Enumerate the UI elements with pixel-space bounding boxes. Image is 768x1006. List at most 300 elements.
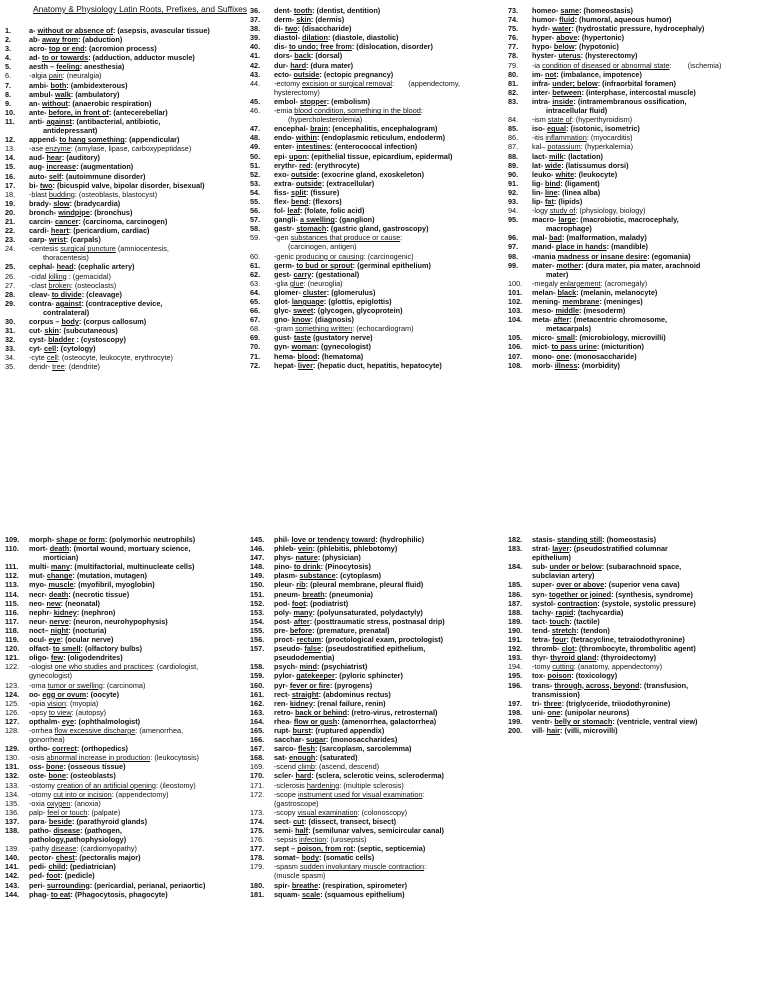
root-meaning: breathe [291, 880, 319, 890]
glossary-entry [508, 242, 764, 251]
entry-number: 14. [5, 153, 16, 163]
root-meaning: leaf [287, 206, 300, 216]
root-prefix: -mania [532, 251, 558, 261]
entry-number: 181. [250, 889, 265, 899]
root-meaning: surgical puncture [60, 244, 116, 254]
root-prefix: rupt- [274, 725, 293, 735]
root-meaning: through, across, beyond [554, 680, 640, 690]
entry-text [29, 153, 255, 162]
entry-text [29, 181, 255, 190]
root-meaning: hardening [306, 780, 340, 790]
entry-number: 160. [250, 680, 265, 690]
entry-text [29, 644, 255, 653]
root-prefix: pleur- [274, 580, 297, 590]
entry-text [274, 24, 500, 33]
example-terms: : (physiology, biology) [575, 206, 646, 216]
glossary-entry [5, 172, 255, 181]
example-terms: : (somatic cells) [319, 853, 375, 863]
root-prefix: -ologist [29, 662, 55, 672]
entry-text [274, 781, 508, 790]
root-meaning: language [291, 297, 324, 306]
root-prefix: strat- [532, 544, 553, 554]
root-meaning: state of [547, 115, 572, 125]
example-terms: : (homeostasis) [579, 6, 633, 15]
root-meaning: cluster [302, 287, 327, 297]
entry-text [532, 24, 764, 33]
example-terms: : [424, 862, 427, 872]
root-meaning: egg or ovum [42, 689, 87, 699]
entry-number: 138. [5, 826, 20, 835]
glossary-entry [250, 744, 508, 753]
root-meaning: rib [296, 580, 306, 590]
root-prefix: -emia [274, 106, 295, 116]
example-terms: : (thrombocyte, thrombolitic agent) [574, 644, 696, 654]
glossary-entry [508, 690, 764, 699]
entry-text [274, 562, 508, 571]
entry-text [29, 299, 255, 308]
example-terms: : (dura mater) [306, 60, 354, 70]
root-prefix: -glia [274, 278, 290, 288]
root-prefix: necr- [29, 589, 49, 599]
entry-text [29, 162, 255, 171]
entry-text [274, 224, 500, 233]
entry-number: 74. [508, 15, 519, 25]
example-terms: : (subarachnoid space, [601, 562, 682, 572]
root-meaning: carry [293, 269, 312, 279]
root-prefix: ante- [29, 107, 49, 117]
example-terms: : (pyloric sphincter) [334, 671, 403, 681]
entry-text [274, 306, 500, 315]
root-meaning: chest [55, 853, 75, 863]
entry-text [274, 644, 508, 653]
entry-text [29, 235, 255, 244]
glossary-entry [250, 817, 508, 826]
entry-text [29, 699, 255, 708]
entry-number: 187. [508, 598, 523, 608]
entry-number: 124. [5, 689, 20, 699]
entry-number: 165. [250, 725, 265, 735]
entry-text [274, 553, 508, 562]
root-prefix: append- [29, 135, 60, 145]
entry-text [274, 799, 508, 808]
glossary-entry [250, 270, 500, 279]
root-meaning: flow or gush [293, 716, 338, 726]
example-terms: : (villi, microvilli) [560, 725, 618, 735]
glossary-entry [250, 681, 508, 690]
glossary-entry [508, 361, 764, 370]
entry-text [274, 544, 508, 553]
entry-text [29, 690, 255, 699]
entry-number: 78. [508, 51, 519, 61]
example-terms: : (linea alba) [557, 187, 601, 197]
example-terms: : (leukocytosis) [150, 753, 199, 763]
example-terms: : (dentist, dentition) [312, 6, 381, 15]
root-meaning: sweet [293, 306, 314, 316]
entry-text [29, 553, 255, 562]
root-prefix: mater- [532, 260, 557, 270]
glossary-entry [5, 135, 255, 144]
entry-number: 60. [250, 251, 261, 261]
example-terms: : [420, 106, 423, 116]
glossary-entry [508, 653, 764, 662]
glossary-entry [508, 279, 764, 288]
example-terms: mortician) [43, 553, 79, 563]
entry-number: 131. [5, 762, 20, 772]
entry-text [29, 172, 255, 181]
entry-text [532, 242, 764, 251]
root-prefix: scler- [274, 771, 296, 781]
entry-text [532, 662, 764, 671]
entry-number: 157. [250, 644, 265, 654]
root-prefix: oo- [29, 689, 43, 699]
root-meaning: killing [48, 271, 67, 281]
glossary-entry [250, 24, 500, 33]
example-terms: pseudodementia) [274, 653, 335, 663]
root-meaning: touch [549, 616, 570, 626]
root-meaning: without or absence of [37, 26, 113, 35]
root-prefix: dent- [274, 6, 294, 15]
example-terms: : (myocarditis) [586, 133, 633, 143]
example-terms: : (neonatal) [60, 598, 100, 608]
example-terms: epithelium) [532, 553, 571, 563]
entry-text [29, 344, 255, 353]
entry-number: 151. [250, 589, 265, 599]
example-terms: : (bicuspid valve, bipolar disorder, bisexual) [52, 180, 205, 190]
entry-text [532, 571, 764, 580]
entry-text [29, 71, 255, 80]
entry-number: 70. [250, 342, 261, 352]
root-prefix: pre- [274, 625, 290, 635]
glossary-entry [508, 535, 764, 544]
root-prefix: multi- [29, 562, 51, 572]
entry-number: 85. [508, 124, 519, 134]
entry-number: 180. [250, 880, 265, 890]
root-prefix: diastol- [274, 33, 302, 43]
glossary-entry [508, 179, 764, 188]
example-terms: : (pectoralis major) [74, 853, 141, 863]
root-meaning: substances that produce or cause [290, 233, 401, 243]
glossary-entry [250, 61, 500, 70]
glossary-entry [250, 115, 500, 124]
root-prefix: brady- [29, 198, 54, 208]
entry-number: 16. [5, 171, 16, 181]
entry-text [532, 717, 764, 726]
example-terms: : (erythrocyte) [310, 160, 360, 170]
entry-text [532, 288, 764, 297]
root-prefix: pector- [29, 853, 56, 863]
entry-text [274, 617, 508, 626]
root-prefix: para- [29, 816, 49, 826]
root-meaning: over or above [556, 580, 605, 590]
root-meaning: not [544, 69, 557, 79]
root-prefix: tact- [532, 616, 550, 626]
root-prefix: opthalm- [29, 716, 62, 726]
root-prefix: ocul- [29, 635, 49, 645]
entry-number [250, 799, 274, 808]
example-terms: : (hysterectomy) [580, 51, 638, 61]
entry-text [274, 352, 500, 361]
glossary-entry [508, 224, 764, 233]
root-prefix: cyst- [29, 335, 49, 345]
root-prefix: hepat- [274, 360, 298, 370]
glossary-entry [5, 871, 255, 880]
entry-number: 155. [250, 625, 265, 635]
glossary-entry [250, 179, 500, 188]
example-terms: : (ganglion) [334, 215, 375, 225]
example-terms: : (superior vena cava) [604, 580, 680, 590]
entry-number: 133. [5, 780, 20, 790]
entry-text [29, 62, 255, 71]
root-meaning: sugar [306, 735, 326, 745]
root-prefix: anti- [29, 116, 47, 126]
entry-text [274, 15, 500, 24]
glossary-entry [250, 653, 508, 662]
glossary-entry [5, 244, 255, 253]
root-prefix: tachy- [532, 607, 556, 617]
root-meaning: hard [290, 60, 307, 70]
example-terms: : (nocturia) [68, 625, 107, 635]
root-prefix: phil- [274, 535, 292, 544]
entry-number: 66. [250, 306, 261, 316]
example-terms: : (autoimmune disorder) [61, 171, 146, 181]
entry-number: 98. [508, 251, 519, 261]
root-meaning: potassium [547, 142, 581, 152]
root-meaning: many [50, 562, 70, 572]
example-terms: : (anatomy, appendectomy) [573, 662, 663, 672]
root-prefix: enter- [274, 142, 297, 152]
example-terms: : (ectopic pregnancy) [319, 69, 394, 79]
root-meaning: flesh [297, 744, 315, 754]
glossary-entry [5, 144, 255, 153]
root-prefix: carp- [29, 235, 49, 245]
glossary-entry [250, 233, 500, 242]
root-meaning: feel or touch [47, 807, 88, 817]
entry-number: 17. [5, 180, 16, 190]
example-terms: contralateral) [43, 307, 90, 317]
example-terms: : (squamous epithelium) [320, 889, 405, 899]
example-terms: : (mandible) [606, 242, 648, 252]
root-prefix: rect- [274, 689, 292, 699]
glossary-entry [508, 133, 764, 142]
entry-number: 41. [250, 51, 261, 61]
glossary-entry [508, 106, 764, 115]
example-terms: : (carcinoma) [102, 680, 146, 690]
root-meaning: budding [48, 189, 75, 199]
root-meaning: skin [44, 326, 60, 336]
example-terms: antidepressant) [43, 126, 98, 136]
entry-number: 67. [250, 315, 261, 325]
glossary-entry [250, 279, 500, 288]
example-terms: : (dendrite) [64, 362, 100, 372]
root-meaning: taste [293, 333, 311, 343]
entry-number: 29. [5, 298, 16, 308]
example-terms: : (cystoscopy) [74, 335, 126, 345]
entry-text [532, 671, 764, 680]
entry-number: 108. [508, 360, 523, 370]
glossary-entry [508, 306, 764, 315]
example-terms: : (posttraumatic stress, postnasal drip) [309, 616, 445, 626]
entry-number: 189. [508, 616, 523, 626]
example-terms: : [422, 789, 425, 799]
entry-number: 136. [5, 807, 20, 817]
root-meaning: to view [48, 707, 72, 717]
entry-text [532, 179, 764, 188]
root-meaning: surrounding [46, 880, 90, 890]
glossary-entry [250, 790, 508, 799]
entry-text [29, 799, 255, 808]
root-meaning: to eat [50, 889, 71, 899]
root-prefix: plasm- [274, 571, 300, 581]
root-prefix: -oxia [29, 798, 47, 808]
entry-number: 97. [508, 242, 519, 252]
entry-number: 127. [5, 716, 20, 726]
glossary-entry [508, 662, 764, 671]
glossary-entry [5, 681, 255, 690]
example-terms: transmission) [532, 689, 580, 699]
entry-text [274, 97, 500, 106]
entry-number: 164. [250, 716, 265, 726]
entry-text [29, 117, 255, 126]
root-meaning: condition of diseased or abnormal state [542, 60, 670, 70]
entry-number: 117. [5, 616, 19, 626]
root-prefix: gastr- [274, 224, 297, 234]
glossary-entry [508, 15, 764, 24]
entry-number: 140. [5, 853, 20, 863]
entry-text [532, 708, 764, 717]
root-meaning: bind [544, 178, 561, 188]
example-terms: : (gestational) [311, 269, 360, 279]
entry-number: 84. [508, 115, 519, 125]
glossary-entry [250, 781, 508, 790]
glossary-entry [250, 133, 500, 142]
entry-text [29, 671, 255, 680]
root-meaning: body [301, 853, 320, 863]
root-meaning: enough [289, 753, 316, 763]
entry-number: 28. [5, 289, 16, 299]
entry-number: 132. [5, 771, 20, 781]
example-terms: : (neuron, neurohypophysis) [68, 616, 168, 626]
root-prefix: gust- [274, 333, 294, 343]
entry-text [274, 535, 508, 544]
entry-number: 197. [508, 698, 523, 708]
entry-text [274, 844, 508, 853]
entry-text [29, 753, 255, 762]
example-terms: : (anoxia) [70, 798, 101, 808]
example-terms: : (hydrophilic) [375, 535, 425, 544]
entry-number: 178. [250, 853, 265, 863]
root-meaning: four [552, 635, 567, 645]
glossary-entry [250, 142, 500, 151]
entry-number: 121. [5, 653, 20, 663]
root-meaning: night [50, 625, 69, 635]
entry-text [29, 53, 255, 62]
example-terms: : (multiple sclerosis) [339, 780, 404, 790]
example-terms: : (amylase, lipase, carboxypeptidase) [70, 144, 192, 154]
root-meaning: heart [50, 226, 69, 236]
glossary-entry [508, 333, 764, 342]
example-terms: : (epithelial tissue, epicardium, epidermal) [306, 151, 453, 161]
root-meaning: milk [549, 151, 564, 161]
root-prefix: lin- [532, 187, 545, 197]
entry-text [29, 562, 255, 571]
root-prefix: psych- [274, 662, 300, 672]
root-meaning: enzyme [45, 144, 71, 154]
entry-number [250, 242, 274, 251]
root-meaning: flow excessive discharge [54, 725, 136, 735]
root-meaning: eye [61, 716, 75, 726]
glossary-entry [250, 799, 508, 808]
root-meaning: outside [293, 69, 320, 79]
glossary-entry [250, 152, 500, 161]
entry-number: 92. [508, 187, 519, 197]
example-terms: : (dissect, transect, bisect) [304, 816, 397, 826]
example-terms: : (cardiologist, [152, 662, 199, 672]
glossary-entry [5, 644, 255, 653]
example-terms: : (cytoplasm) [335, 571, 382, 581]
example-terms: : (myofibril, myoglobin) [73, 580, 155, 590]
entry-number: 40. [250, 42, 261, 52]
root-prefix: poly- [274, 607, 294, 617]
glossary-entry [508, 206, 764, 215]
glossary-entry [250, 708, 508, 717]
root-prefix: trans- [532, 680, 555, 690]
entry-text [29, 580, 255, 589]
entry-text [274, 361, 500, 370]
example-terms: : (macrobiotic, macrocephaly, [575, 215, 679, 225]
root-meaning: to bud or sprout [296, 260, 353, 270]
glossary-entry [5, 272, 255, 281]
glossary-entry [508, 24, 764, 33]
glossary-entry [5, 226, 255, 235]
root-meaning: liver [297, 360, 313, 370]
example-terms: : (melanin, melanocyte) [576, 287, 658, 297]
glossary-entry [5, 535, 255, 544]
glossary-entry [508, 681, 764, 690]
entry-number: 27. [5, 280, 16, 290]
glossary-entry [508, 626, 764, 635]
entry-number [250, 115, 274, 124]
example-terms: : (hepatic duct, hepatitis, hepatocyte) [312, 360, 442, 370]
root-meaning: small [556, 333, 575, 343]
root-meaning: cell [44, 344, 57, 354]
glossary-entry [250, 862, 508, 871]
entry-text [29, 717, 255, 726]
entry-number: 170. [250, 771, 265, 781]
root-prefix: -cidal [29, 271, 49, 281]
column-6 [508, 535, 764, 735]
root-prefix: semi- [274, 826, 296, 835]
root-meaning: before [289, 625, 313, 635]
root-prefix: pedi- [29, 862, 49, 872]
root-prefix: noct– [29, 625, 51, 635]
root-prefix: mand- [532, 242, 556, 252]
entry-text [29, 681, 255, 690]
entry-number: 120. [5, 644, 20, 654]
example-terms: : (septic, septicemia) [353, 844, 426, 854]
glossary-entry [250, 690, 508, 699]
entry-text [532, 51, 764, 60]
entry-number [508, 571, 532, 580]
example-terms: : (disaccharide) [297, 24, 352, 34]
root-prefix: hypo- [532, 42, 554, 52]
root-meaning: false [304, 644, 322, 654]
entry-number: 102. [508, 297, 523, 306]
glossary-entry [250, 635, 508, 644]
entry-text [29, 590, 255, 599]
glossary-entry [508, 88, 764, 97]
root-prefix: hyper- [532, 33, 557, 43]
example-terms: : (proctological exam, proctologist) [321, 635, 444, 645]
